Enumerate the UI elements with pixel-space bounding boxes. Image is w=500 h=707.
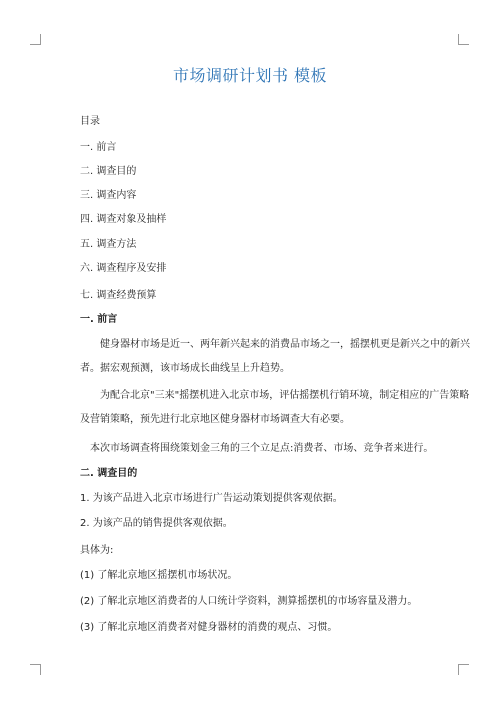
purpose-sub-item: (2) 了解北京地区消费者的人口统计学资料，测算摇摆机的市场容量及潜力。 (80, 596, 418, 607)
preface-paragraph: 本次市场调查将围绕策划金三角的三个立足点:消费者、市场、竞争者来进行。 (90, 443, 434, 454)
page-corner-mark-top-right (458, 34, 469, 45)
toc-item: 三. 调查内容 (80, 190, 137, 201)
section-heading-purpose: 二. 调查目的 (80, 468, 138, 479)
toc-item: 五. 调查方法 (80, 239, 137, 250)
purpose-sub-item: (3) 了解北京地区消费者对健身器材的消费的观点、习惯。 (80, 622, 338, 633)
page-corner-mark-bottom-right (458, 664, 469, 675)
purpose-sub-item: (1) 了解北京地区摇摆机市场状况。 (80, 570, 238, 581)
toc-item: 一. 前言 (80, 142, 117, 153)
preface-paragraph: 为配合北京"三来"摇摆机进入北京市场，评估摇摆机行销环境，制定相应的广告策略及营销策略，预先进行北京地区健身器材市场调查大有必要。 (80, 390, 470, 425)
page-corner-mark-top-left (30, 34, 41, 45)
page-corner-mark-bottom-left (30, 664, 41, 675)
preface-paragraph: 健身器材市场是近一、两年新兴起来的消费品市场之一，摇摆机更是新兴之中的新兴者。据宏观预测，该市场成长曲线呈上升趋势。 (80, 339, 470, 374)
toc-item: 二. 调查目的 (80, 166, 137, 177)
purpose-list-item: 2. 为该产品的销售提供客观依据。 (80, 518, 233, 529)
toc-item: 七. 调查经费预算 (80, 290, 157, 301)
purpose-list-item: 1. 为该产品进入北京市场进行广告运动策划提供客观依据。 (80, 493, 343, 504)
toc-item: 四. 调查对象及抽样 (80, 214, 167, 225)
purpose-specific-label: 具体为: (80, 545, 114, 556)
toc-heading: 目录 (80, 116, 100, 127)
document-title: 市场调研计划书 模板 (172, 66, 328, 85)
toc-item: 六. 调查程序及安排 (80, 263, 167, 274)
section-heading-preface: 一. 前言 (80, 314, 118, 325)
